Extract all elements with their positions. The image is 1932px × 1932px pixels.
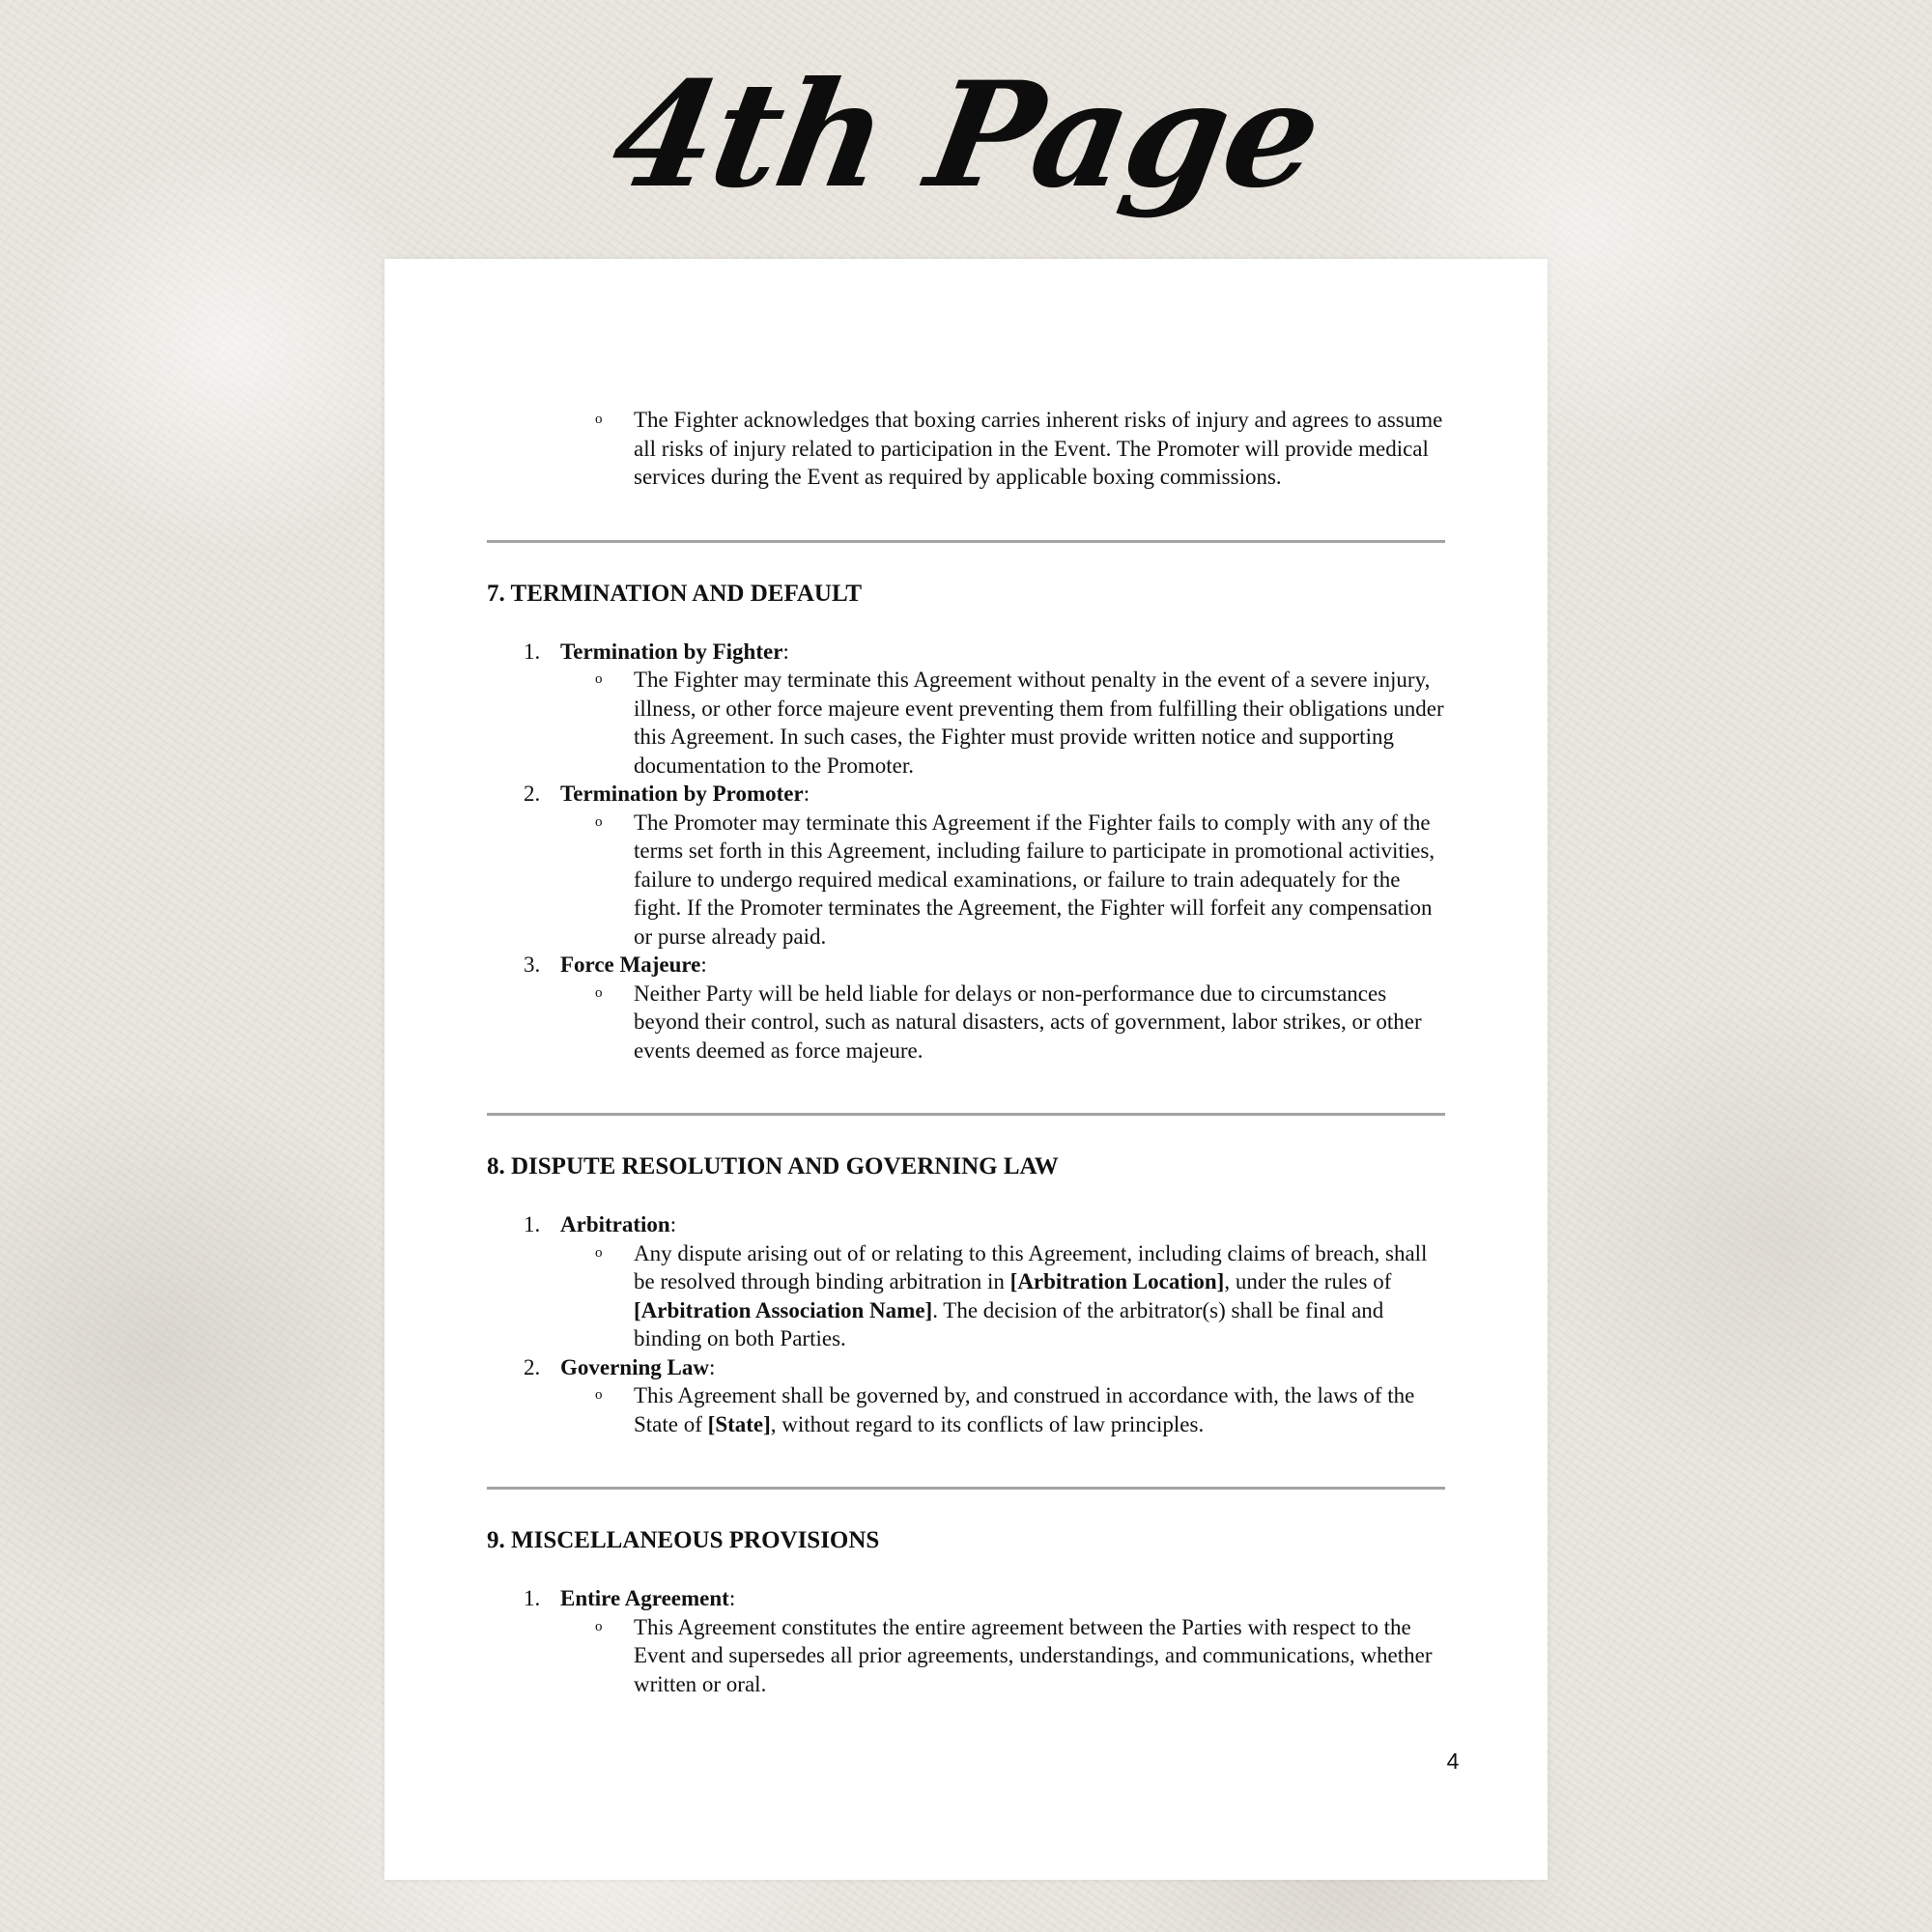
bullet-text-part: Any dispute arising out of or relating to this Agreement, including claims of breach, shall be resolved through binding arbitration in [634, 1240, 1428, 1293]
page-banner-title: 4th Page [600, 50, 1332, 220]
section-divider [487, 540, 1445, 543]
item-term-suffix: : [782, 639, 789, 664]
item-number: 1. [524, 1212, 541, 1236]
item-term-suffix: : [708, 1354, 716, 1379]
bullet-text: The Promoter may terminate this Agreement if the Fighter fails to comply with any of the terms set forth in this Agreement, including failure to participate in promotional activities, failure to undergo required medical examinations, or failure to train adequately for the fight. If the Promoter terminates the Agreement, the Fighter will forfeit any compensation or purse already paid. [634, 810, 1435, 949]
section-8-item-1-bullet [487, 1239, 1445, 1353]
item-term-suffix: : [669, 1212, 677, 1236]
item-number: 2. [524, 1354, 541, 1379]
bullet-circle-icon: o [595, 813, 603, 830]
section-8-item-1 [487, 1210, 1445, 1239]
bullet-circle-icon: o [595, 984, 603, 1001]
item-term-suffix: : [803, 781, 810, 806]
item-term-suffix: : [728, 1586, 736, 1610]
section-divider [487, 1113, 1445, 1116]
section-7-item-3-bullet [487, 980, 1445, 1065]
section-9-item-1-bullet [487, 1613, 1445, 1699]
section-8-item-2-bullet [487, 1381, 1445, 1438]
bullet-text-part: This Agreement shall be governed by, and construed in accordance with, the laws of the State of [634, 1383, 1415, 1436]
bullet-text-part: . The decision of the arbitrator(s) shall be final and binding on both Parties. [634, 1297, 1384, 1350]
item-number: 1. [524, 1586, 541, 1610]
item-number: 2. [524, 781, 541, 806]
bullet-circle-icon: o [595, 671, 603, 687]
bullet-circle-icon: o [595, 1387, 603, 1403]
bullet-text-part: , under the rules of [1224, 1269, 1392, 1293]
item-term: Force Majeure [560, 952, 701, 977]
item-term: Termination by Fighter [560, 639, 783, 664]
bullet-text: This Agreement constitutes the entire agreement between the Parties with respect to the Event and supersedes all prior agreements, understandings, and communications, whether written or oral. [634, 1614, 1433, 1696]
item-number: 1. [524, 639, 541, 664]
item-term: Termination by Promoter [560, 781, 804, 806]
section-7-heading: 7. TERMINATION AND DEFAULT [487, 580, 863, 607]
document-content [487, 406, 1445, 1698]
section-7-item-1-bullet [487, 666, 1445, 780]
section-9-heading: 9. MISCELLANEOUS PROVISIONS [487, 1527, 880, 1553]
section-8-heading: 8. DISPUTE RESOLUTION AND GOVERNING LAW [487, 1153, 1059, 1179]
bullet-circle-icon: o [595, 1244, 603, 1261]
item-term: Entire Agreement [560, 1586, 729, 1610]
section-7-item-2-bullet [487, 809, 1445, 952]
bullet-text: Neither Party will be held liable for delays or non-performance due to circumstances beyond their control, such as natural disasters, acts of government, labor strikes, or other events deemed as force majeure. [634, 980, 1422, 1063]
document-page [384, 259, 1548, 1880]
section-7-item-3 [487, 951, 1445, 980]
item-term: Governing Law [560, 1354, 709, 1379]
page-number: 4 [1446, 1748, 1460, 1774]
bullet-circle-icon: o [595, 1618, 603, 1634]
intro-bullet-text: The Fighter acknowledges that boxing carries inherent risks of injury and agrees to assume all risks of injury related to participation in the Event. The Promoter will provide medical services during the Event as required by applicable boxing commissions. [634, 408, 1443, 489]
item-number: 3. [524, 952, 541, 977]
section-divider [487, 1487, 1445, 1490]
section-7-item-1 [487, 638, 1445, 667]
placeholder-state: [State] [707, 1411, 771, 1436]
bullet-text: The Fighter may terminate this Agreement without penalty in the event of a severe injury, illness, or other force majeure event preventing them from fulfilling their obligations under this Agreement. In such cases, the Fighter must provide written notice and supporting documentation to the Promoter. [634, 668, 1444, 778]
intro-bullet [487, 406, 1445, 492]
bullet-text-part: , without regard to its conflicts of law principles. [770, 1411, 1205, 1436]
bullet-circle-icon: o [595, 412, 603, 427]
section-9-item-1 [487, 1584, 1445, 1613]
placeholder-arbitration-association: [Arbitration Association Name] [634, 1297, 933, 1322]
item-term-suffix: : [700, 952, 707, 977]
item-term: Arbitration [560, 1212, 670, 1236]
placeholder-arbitration-location: [Arbitration Location] [1009, 1269, 1225, 1293]
section-7-item-2 [487, 780, 1445, 809]
section-8-item-2 [487, 1353, 1445, 1382]
